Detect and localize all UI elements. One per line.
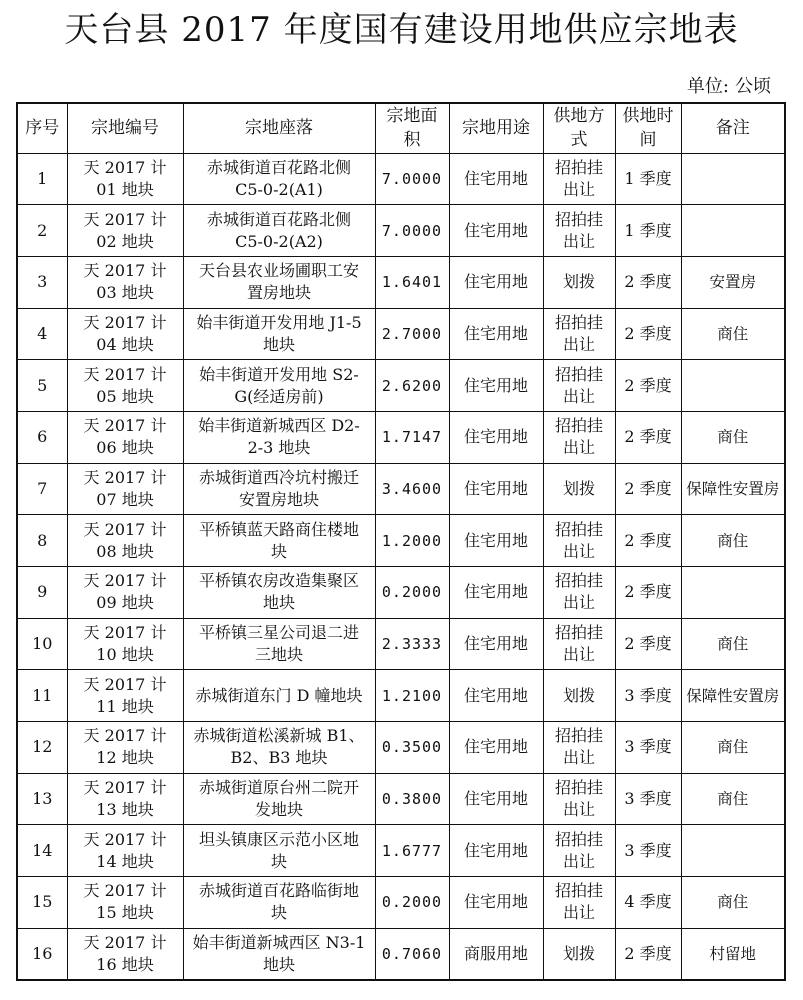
cell-note [681, 153, 785, 205]
cell-way: 招拍挂出让 [543, 825, 615, 877]
cell-way: 招拍挂出让 [543, 360, 615, 412]
cell-loc: 平桥镇三星公司退二进三地块 [183, 618, 375, 670]
header-note: 备注 [681, 103, 785, 153]
cell-seq: 5 [17, 360, 67, 412]
cell-code: 天 2017 计 13 地块 [67, 773, 183, 825]
cell-use: 住宅用地 [449, 515, 543, 567]
cell-time: 3 季度 [615, 773, 681, 825]
cell-seq: 14 [17, 825, 67, 877]
cell-area: 1.2100 [375, 670, 449, 722]
unit-line [687, 75, 771, 99]
cell-way: 招拍挂出让 [543, 877, 615, 929]
cell-code: 天 2017 计 02 地块 [67, 205, 183, 257]
cell-time: 3 季度 [615, 722, 681, 774]
cell-area: 1.7147 [375, 411, 449, 463]
cell-note [681, 205, 785, 257]
cell-seq: 11 [17, 670, 67, 722]
cell-way: 划拨 [543, 256, 615, 308]
cell-use: 住宅用地 [449, 308, 543, 360]
cell-time: 2 季度 [615, 360, 681, 412]
cell-time: 3 季度 [615, 825, 681, 877]
cell-note [681, 360, 785, 412]
cell-use: 住宅用地 [449, 463, 543, 515]
cell-way: 招拍挂出让 [543, 618, 615, 670]
cell-use: 住宅用地 [449, 670, 543, 722]
cell-use: 住宅用地 [449, 411, 543, 463]
cell-code: 天 2017 计 11 地块 [67, 670, 183, 722]
cell-seq: 3 [17, 256, 67, 308]
table-row [17, 722, 785, 774]
cell-loc: 始丰街道新城西区 D2-2-3 地块 [183, 411, 375, 463]
table-row [17, 877, 785, 929]
cell-use: 住宅用地 [449, 877, 543, 929]
cell-area: 7.0000 [375, 153, 449, 205]
land-supply-table [16, 102, 786, 981]
cell-area: 0.2000 [375, 567, 449, 619]
cell-way: 划拨 [543, 463, 615, 515]
cell-loc: 赤城街道百花路北侧 C5-0-2(A2) [183, 205, 375, 257]
cell-note: 商住 [681, 308, 785, 360]
cell-use: 住宅用地 [449, 567, 543, 619]
cell-time: 1 季度 [615, 205, 681, 257]
header-code: 宗地编号 [67, 103, 183, 153]
cell-way: 划拨 [543, 928, 615, 980]
cell-loc: 赤城街道百花路临街地块 [183, 877, 375, 929]
cell-area: 2.3333 [375, 618, 449, 670]
cell-code: 天 2017 计 16 地块 [67, 928, 183, 980]
cell-note: 商住 [681, 773, 785, 825]
cell-time: 4 季度 [615, 877, 681, 929]
table-row [17, 670, 785, 722]
cell-code: 天 2017 计 06 地块 [67, 411, 183, 463]
cell-time: 2 季度 [615, 411, 681, 463]
header-time: 供地时间 [615, 103, 681, 153]
table-row [17, 618, 785, 670]
cell-seq: 15 [17, 877, 67, 929]
cell-loc: 赤城街道西冷坑村搬迁安置房地块 [183, 463, 375, 515]
table-row [17, 411, 785, 463]
cell-use: 住宅用地 [449, 618, 543, 670]
cell-code: 天 2017 计 08 地块 [67, 515, 183, 567]
cell-code: 天 2017 计 14 地块 [67, 825, 183, 877]
cell-use: 住宅用地 [449, 825, 543, 877]
cell-loc: 坦头镇康区示范小区地块 [183, 825, 375, 877]
page-title: 天台县 2017 年度国有建设用地供应宗地表 [64, 10, 739, 50]
cell-area: 0.2000 [375, 877, 449, 929]
header-seq: 序号 [17, 103, 67, 153]
cell-note: 商住 [681, 515, 785, 567]
header-area: 宗地面积 [375, 103, 449, 153]
cell-note: 保障性安置房 [681, 463, 785, 515]
header-location: 宗地座落 [183, 103, 375, 153]
cell-use: 住宅用地 [449, 360, 543, 412]
header-method: 供地方式 [543, 103, 615, 153]
cell-code: 天 2017 计 15 地块 [67, 877, 183, 929]
cell-way: 划拨 [543, 670, 615, 722]
cell-code: 天 2017 计 03 地块 [67, 256, 183, 308]
cell-time: 2 季度 [615, 567, 681, 619]
cell-note [681, 825, 785, 877]
cell-time: 2 季度 [615, 256, 681, 308]
cell-seq: 9 [17, 567, 67, 619]
unit-label: 单位: [686, 76, 729, 97]
cell-area: 2.7000 [375, 308, 449, 360]
cell-area: 2.6200 [375, 360, 449, 412]
cell-seq: 13 [17, 773, 67, 825]
cell-time: 2 季度 [615, 463, 681, 515]
cell-loc: 天台县农业场圃职工安置房地块 [183, 256, 375, 308]
cell-seq: 4 [17, 308, 67, 360]
cell-code: 天 2017 计 07 地块 [67, 463, 183, 515]
cell-loc: 赤城街道原台州二院开发地块 [183, 773, 375, 825]
cell-area: 1.6777 [375, 825, 449, 877]
cell-area: 3.4600 [375, 463, 449, 515]
cell-time: 2 季度 [615, 618, 681, 670]
cell-code: 天 2017 计 12 地块 [67, 722, 183, 774]
table-row [17, 256, 785, 308]
table-row [17, 463, 785, 515]
cell-seq: 7 [17, 463, 67, 515]
cell-loc: 始丰街道新城西区 N3-1 地块 [183, 928, 375, 980]
cell-use: 住宅用地 [449, 722, 543, 774]
cell-time: 2 季度 [615, 308, 681, 360]
cell-time: 3 季度 [615, 670, 681, 722]
cell-note: 村留地 [681, 928, 785, 980]
table-row [17, 308, 785, 360]
header-use: 宗地用途 [449, 103, 543, 153]
cell-seq: 8 [17, 515, 67, 567]
table-row [17, 360, 785, 412]
cell-seq: 12 [17, 722, 67, 774]
cell-way: 招拍挂出让 [543, 515, 615, 567]
table-body [17, 153, 785, 980]
cell-use: 住宅用地 [449, 153, 543, 205]
cell-use: 住宅用地 [449, 256, 543, 308]
table-row [17, 153, 785, 205]
cell-time: 2 季度 [615, 928, 681, 980]
cell-note: 商住 [681, 411, 785, 463]
cell-code: 天 2017 计 04 地块 [67, 308, 183, 360]
cell-way: 招拍挂出让 [543, 567, 615, 619]
cell-time: 1 季度 [615, 153, 681, 205]
cell-seq: 6 [17, 411, 67, 463]
cell-loc: 赤城街道东门 D 幢地块 [183, 670, 375, 722]
cell-way: 招拍挂出让 [543, 308, 615, 360]
cell-way: 招拍挂出让 [543, 205, 615, 257]
cell-note: 商住 [681, 722, 785, 774]
cell-note: 商住 [681, 618, 785, 670]
table-row [17, 567, 785, 619]
table-row [17, 515, 785, 567]
cell-loc: 赤城街道百花路北侧 C5-0-2(A1) [183, 153, 375, 205]
cell-seq: 2 [17, 205, 67, 257]
cell-loc: 平桥镇蓝天路商住楼地块 [183, 515, 375, 567]
cell-area: 0.7060 [375, 928, 449, 980]
table-row [17, 773, 785, 825]
table-row [17, 825, 785, 877]
cell-note: 安置房 [681, 256, 785, 308]
cell-use: 商服用地 [449, 928, 543, 980]
cell-area: 0.3800 [375, 773, 449, 825]
table-row [17, 928, 785, 980]
cell-area: 1.6401 [375, 256, 449, 308]
cell-code: 天 2017 计 10 地块 [67, 618, 183, 670]
cell-use: 住宅用地 [449, 773, 543, 825]
table-header-row [17, 103, 785, 153]
cell-seq: 1 [17, 153, 67, 205]
cell-code: 天 2017 计 09 地块 [67, 567, 183, 619]
table-row [17, 205, 785, 257]
cell-loc: 赤城街道松溪新城 B1、B2、B3 地块 [183, 722, 375, 774]
cell-seq: 10 [17, 618, 67, 670]
cell-way: 招拍挂出让 [543, 153, 615, 205]
cell-use: 住宅用地 [449, 205, 543, 257]
cell-area: 1.2000 [375, 515, 449, 567]
cell-way: 招拍挂出让 [543, 773, 615, 825]
unit-value: 公顷 [735, 76, 771, 97]
cell-area: 7.0000 [375, 205, 449, 257]
cell-time: 2 季度 [615, 515, 681, 567]
cell-way: 招拍挂出让 [543, 722, 615, 774]
cell-note: 保障性安置房 [681, 670, 785, 722]
cell-way: 招拍挂出让 [543, 411, 615, 463]
cell-seq: 16 [17, 928, 67, 980]
cell-note [681, 567, 785, 619]
cell-loc: 始丰街道开发用地 S2-G(经适房前) [183, 360, 375, 412]
cell-loc: 平桥镇农房改造集聚区地块 [183, 567, 375, 619]
cell-area: 0.3500 [375, 722, 449, 774]
cell-note: 商住 [681, 877, 785, 929]
cell-code: 天 2017 计 01 地块 [67, 153, 183, 205]
cell-code: 天 2017 计 05 地块 [67, 360, 183, 412]
cell-loc: 始丰街道开发用地 J1-5 地块 [183, 308, 375, 360]
